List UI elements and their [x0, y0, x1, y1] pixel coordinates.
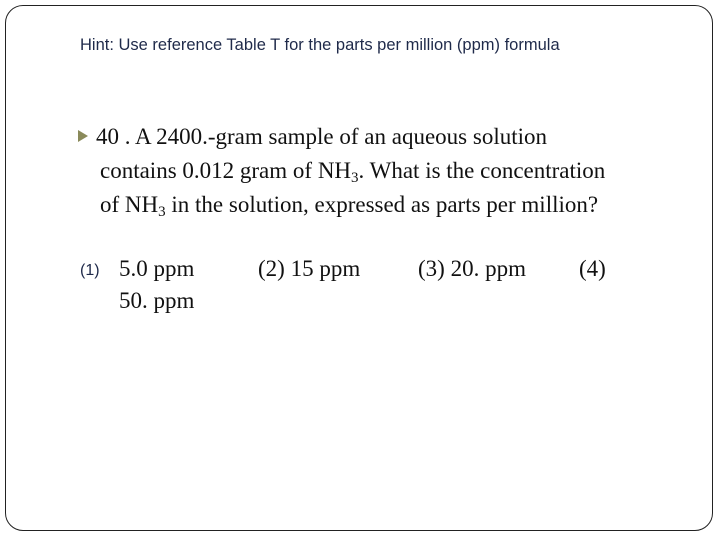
- question-text-3a: of NH: [100, 192, 159, 217]
- question-line-3: [78, 188, 688, 222]
- question-text-3b: in the solution, expressed as parts per million?: [165, 192, 599, 217]
- question-line-1: [78, 120, 688, 154]
- subscript-3: 3: [158, 204, 166, 220]
- question-text-2b: . What is the concentration: [358, 158, 606, 183]
- bullet-icon: [78, 130, 88, 142]
- question-line-2: [78, 154, 688, 188]
- question-text-2a: contains 0.012 gram of NH: [100, 158, 352, 183]
- subscript-3: 3: [351, 170, 359, 186]
- choice-4-number: (4): [579, 256, 606, 281]
- choice-1-text: 5.0 ppm: [119, 256, 195, 281]
- hint-text: Hint: Use reference Table T for the parts per million (ppm) formula: [80, 36, 560, 54]
- choice-3: (3) 20. ppm: [418, 256, 526, 281]
- choice-2: (2) 15 ppm: [258, 256, 361, 281]
- question-block: [78, 120, 688, 222]
- choice-1-number: (1): [80, 262, 100, 279]
- question-text-1: 40 . A 2400.-gram sample of an aqueous solution: [96, 124, 547, 149]
- choice-4-text: 50. ppm: [119, 288, 195, 313]
